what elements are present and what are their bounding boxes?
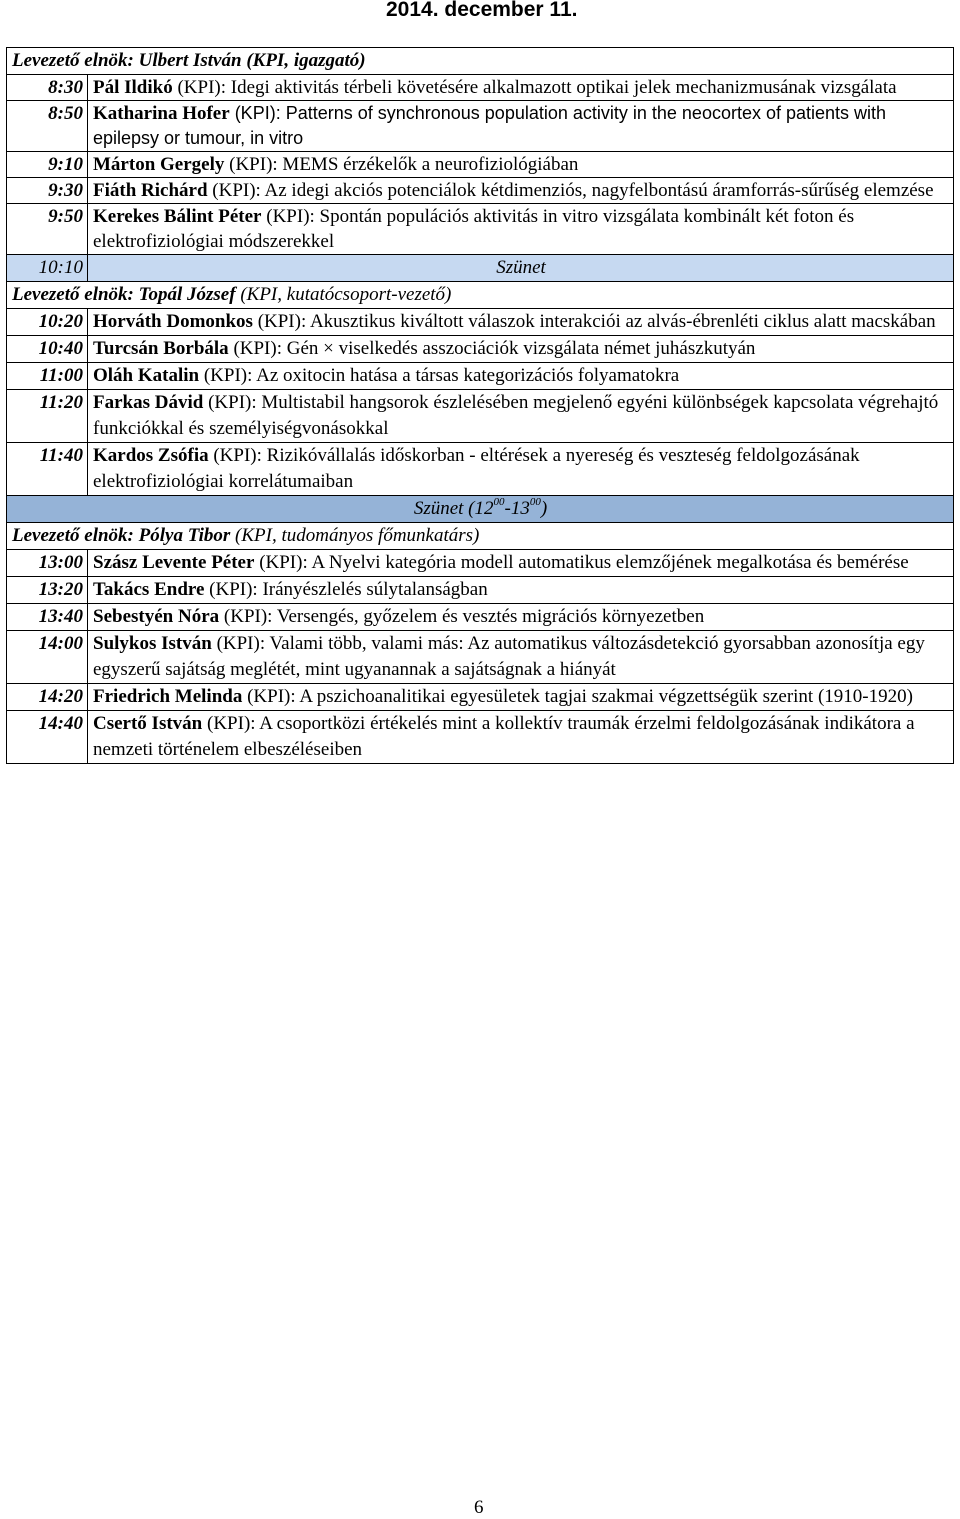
talk-time: 8:30 [7,75,88,101]
talk-row [7,550,954,577]
talk-speaker: Horváth Domonkos [93,311,253,332]
talk-time: 9:50 [7,204,88,255]
talk-title: (KPI): Patterns of synchronous population activity in the neocortex of patients with epilepsy or tumour, in vitro [93,103,887,148]
talk-title: (KPI): Irányészlelés súlytalanságban [204,579,488,600]
talk-info [88,390,954,443]
talk-speaker: Csertő István [93,713,203,734]
session-chair-row [7,523,954,550]
talk-row [7,336,954,363]
talk-row [7,101,954,152]
session-chair [7,523,954,550]
talk-title: (KPI): Az oxitocin hatása a társas kategorizációs folyamatokra [199,365,680,386]
talk-info [88,577,954,604]
talk-time: 14:20 [7,684,88,711]
talk-time: 13:40 [7,604,88,631]
talk-row [7,577,954,604]
talk-speaker: Turcsán Borbála [93,338,229,359]
talk-title: (KPI): Az idegi akciós potenciálok kétdimenziós, nagyfelbontású áramforrás-sűrűség elemzése [207,180,934,201]
talk-row [7,152,954,178]
talk-title: (KPI): Rizikóvállalás időskorban - eltérések a nyereség és veszteség feldolgozásának elektrofiziológiai korrelátumaiban [93,445,860,492]
talk-speaker: Sulykos István [93,633,212,654]
talk-info [88,550,954,577]
talk-title: (KPI): MEMS érzékelők a neurofiziológiában [224,154,579,175]
chair-name: Topál József [138,284,236,305]
talk-title: (KPI): Gén × viselkedés asszociációk vizsgálata német juhászkutyán [228,338,756,359]
talk-speaker: Pál Ildikó [93,77,173,98]
talk-time: 10:20 [7,309,88,336]
talk-row [7,390,954,443]
talk-info [88,631,954,684]
talk-time: 14:00 [7,631,88,684]
break-label: Szünet [88,255,954,282]
talk-info [88,75,954,101]
lunch-break-label: Szünet $(12^{00}-13^{00})$ [7,496,954,523]
chair-affiliation: (KPI, kutatócsoport-vezető) [235,284,452,305]
talk-speaker: Fiáth Richárd [93,180,208,201]
session-chair-row [7,48,954,75]
break-row [7,255,954,282]
talk-speaker: Farkas Dávid [93,392,204,413]
document-date: 2014. december 11. [386,0,578,21]
talk-title: (KPI): A Nyelvi kategória modell automatikus elemzőjének megalkotása és bemérése [254,552,909,573]
talk-time: 14:40 [7,711,88,764]
talk-info [88,204,954,255]
talk-speaker: Friedrich Melinda [93,686,243,707]
talk-speaker: Katharina Hofer [93,103,230,124]
talk-info [88,684,954,711]
talk-title: (KPI): Idegi aktivitás térbeli követésére alkalmazott optikai jelek mechanizmusának vizsgálata [172,77,897,98]
chair-label: Levezető elnök: [12,284,139,305]
talk-speaker: Oláh Katalin [93,365,200,386]
talk-row [7,443,954,496]
talk-row [7,204,954,255]
talk-time: 10:40 [7,336,88,363]
talk-time: 11:00 [7,363,88,390]
talk-title: (KPI): A pszichoanalitikai egyesületek tagjai szakmai végzettségük szerint (1910-1920) [242,686,913,707]
talk-row [7,75,954,101]
chair-name: Ulbert István [138,50,242,71]
talk-info [88,336,954,363]
session-chair-row [7,282,954,309]
talk-row [7,631,954,684]
talk-speaker: Takács Endre [93,579,205,600]
talk-time: 9:10 [7,152,88,178]
talk-title: (KPI): Versengés, győzelem és vesztés migrációs környezetben [219,606,705,627]
talk-row [7,178,954,204]
talk-time: 13:00 [7,550,88,577]
talk-title: (KPI): A csoportközi értékelés mint a kollektív traumák érzelmi feldolgozásának indikátora a nemzeti történelem elbeszéléseiben [93,713,915,760]
talk-info [88,604,954,631]
chair-label: Levezető elnök: [12,50,139,71]
chair-label: Levezető elnök: [12,525,139,546]
talk-speaker: Szász Levente Péter [93,552,255,573]
talk-title: (KPI): Spontán populációs aktivitás in vitro vizsgálata kombinált két foton és elektrofiziológiai módszerekkel [93,206,855,252]
schedule-table [6,47,954,764]
chair-affiliation: (KPI, igazgató) [241,50,366,71]
talk-time: 13:20 [7,577,88,604]
lunch-break-row [7,496,954,523]
talk-speaker: Márton Gergely [93,154,225,175]
talk-title: (KPI): Multistabil hangsorok észlelésében megjelenő egyéni különbségek kapcsolata végrehajtó funkciókkal és személyiségvonásokkal [93,392,939,439]
chair-name: Pólya Tibor [138,525,231,546]
session-chair [7,282,954,309]
talk-time: 9:30 [7,178,88,204]
talk-row [7,711,954,764]
page-number: 6 [474,1497,484,1518]
talk-info [88,711,954,764]
talk-row [7,363,954,390]
talk-info [88,309,954,336]
talk-info [88,178,954,204]
talk-time: 11:40 [7,443,88,496]
talk-speaker: Sebestyén Nóra [93,606,220,627]
talk-time: 8:50 [7,101,88,152]
talk-time: 11:20 [7,390,88,443]
break-time: 10:10 [7,255,88,282]
chair-affiliation: (KPI, tudományos főmunkatárs) [230,525,480,546]
talk-row [7,684,954,711]
talk-title: (KPI): Akusztikus kiváltott válaszok interakciói az alvás-ébrenléti ciklus alatt macskában [252,311,936,332]
talk-row [7,309,954,336]
session-chair [7,48,954,75]
talk-info [88,363,954,390]
talk-title: (KPI): Valami több, valami más: Az automatikus változásdetekció gyorsabban azonosítja egy egyszerű sajátság meglétét, mint ugyanannak a sajátságnak a hiányát [93,633,925,680]
talk-info [88,443,954,496]
talk-speaker: Kerekes Bálint Péter [93,206,262,227]
talk-speaker: Kardos Zsófia [93,445,209,466]
talk-row [7,604,954,631]
talk-info [88,152,954,178]
talk-info [88,101,954,152]
